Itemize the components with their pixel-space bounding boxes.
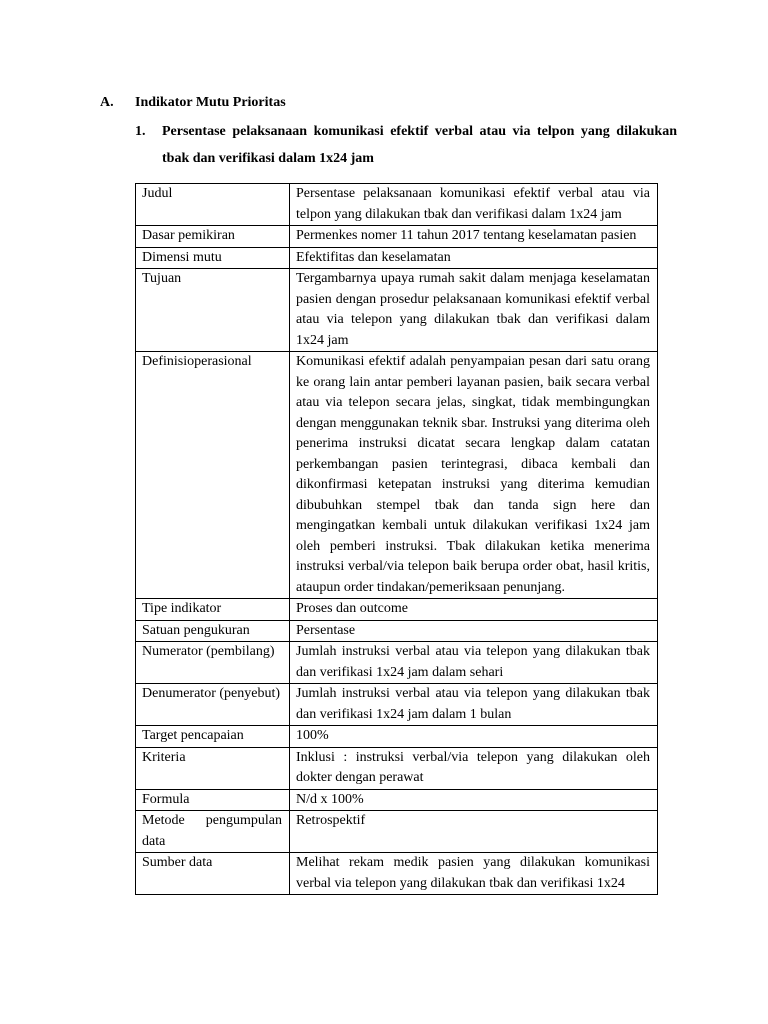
row-label: Sumber data bbox=[136, 853, 290, 895]
indicator-table bbox=[135, 183, 658, 895]
item-number: 1. bbox=[135, 124, 146, 139]
row-label: Metode pengumpulan data bbox=[136, 811, 290, 853]
row-value: 100% bbox=[290, 726, 658, 748]
section-title: Indikator Mutu Prioritas bbox=[135, 95, 286, 110]
row-value: Efektifitas dan keselamatan bbox=[290, 247, 658, 269]
table-row bbox=[136, 269, 658, 352]
table-row bbox=[136, 352, 658, 599]
table-row bbox=[136, 599, 658, 621]
row-label: Judul bbox=[136, 184, 290, 226]
table-row bbox=[136, 184, 658, 226]
table-row bbox=[136, 811, 658, 853]
table-row bbox=[136, 747, 658, 789]
table-row bbox=[136, 247, 658, 269]
table-row bbox=[136, 853, 658, 895]
table-row bbox=[136, 684, 658, 726]
table-row bbox=[136, 726, 658, 748]
table-row bbox=[136, 789, 658, 811]
row-label: Definisioperasional bbox=[136, 352, 290, 599]
item-heading bbox=[135, 118, 677, 172]
row-label: Kriteria bbox=[136, 747, 290, 789]
row-value: Tergambarnya upaya rumah sakit dalam menjaga keselamatan pasien dengan prosedur pelaksanaan komunikasi efektif verbal atau via telepon yang dilakukan tbak dan verifikasi dalam 1x24 jam bbox=[290, 269, 658, 352]
section-heading bbox=[100, 93, 286, 113]
item-title: Persentase pelaksanaan komunikasi efektif verbal atau via telpon yang dilakukan tbak dan verifikasi dalam 1x24 jam bbox=[162, 124, 677, 166]
row-label: Tujuan bbox=[136, 269, 290, 352]
row-value: Inklusi : instruksi verbal/via telepon yang dilakukan oleh dokter dengan perawat bbox=[290, 747, 658, 789]
row-value: Persentase pelaksanaan komunikasi efektif verbal atau via telpon yang dilakukan tbak dan verifikasi dalam 1x24 jam bbox=[290, 184, 658, 226]
row-label: Satuan pengukuran bbox=[136, 620, 290, 642]
row-label: Tipe indikator bbox=[136, 599, 290, 621]
row-value: Permenkes nomer 11 tahun 2017 tentang keselamatan pasien bbox=[290, 226, 658, 248]
row-label: Dasar pemikiran bbox=[136, 226, 290, 248]
table-row bbox=[136, 620, 658, 642]
row-value: Jumlah instruksi verbal atau via telepon yang dilakukan tbak dan verifikasi 1x24 jam dalam 1 bulan bbox=[290, 684, 658, 726]
section-number: A. bbox=[100, 95, 114, 110]
row-label: Target pencapaian bbox=[136, 726, 290, 748]
row-value: Jumlah instruksi verbal atau via telepon yang dilakukan tbak dan verifikasi 1x24 jam dalam sehari bbox=[290, 642, 658, 684]
row-label: Numerator (pembilang) bbox=[136, 642, 290, 684]
row-value: Komunikasi efektif adalah penyampaian pesan dari satu orang ke orang lain antar pemberi layanan pasien, baik secara verbal atau via telepon secara jelas, singkat, tidak membingungkan dengan menggunakan teknik sbar. Instruksi yang diterima oleh penerima instruksi dicatat secara lengkap dalam catatan perkembangan pasien terintegrasi, dibaca kembali dan dikonfirmasi ketepatan instruksi yang diterima kemudian dibubuhkan stempel tbak dan tanda sign here dan mengingatkan kembali untuk dilakukan verifikasi 1x24 jam oleh pemberi instruksi. Tbak dilakukan ketika menerima instruksi verbal/via telepon baik berupa order obat, hasil kritis, ataupun order tindakan/pemeriksaan penunjang. bbox=[290, 352, 658, 599]
row-value: Retrospektif bbox=[290, 811, 658, 853]
row-value: Persentase bbox=[290, 620, 658, 642]
table-row bbox=[136, 642, 658, 684]
row-value: Proses dan outcome bbox=[290, 599, 658, 621]
row-value: N/d x 100% bbox=[290, 789, 658, 811]
row-label: Dimensi mutu bbox=[136, 247, 290, 269]
row-label: Denumerator (penyebut) bbox=[136, 684, 290, 726]
row-value: Melihat rekam medik pasien yang dilakukan komunikasi verbal via telepon yang dilakukan tbak dan verifikasi 1x24 bbox=[290, 853, 658, 895]
table-row bbox=[136, 226, 658, 248]
row-label: Formula bbox=[136, 789, 290, 811]
